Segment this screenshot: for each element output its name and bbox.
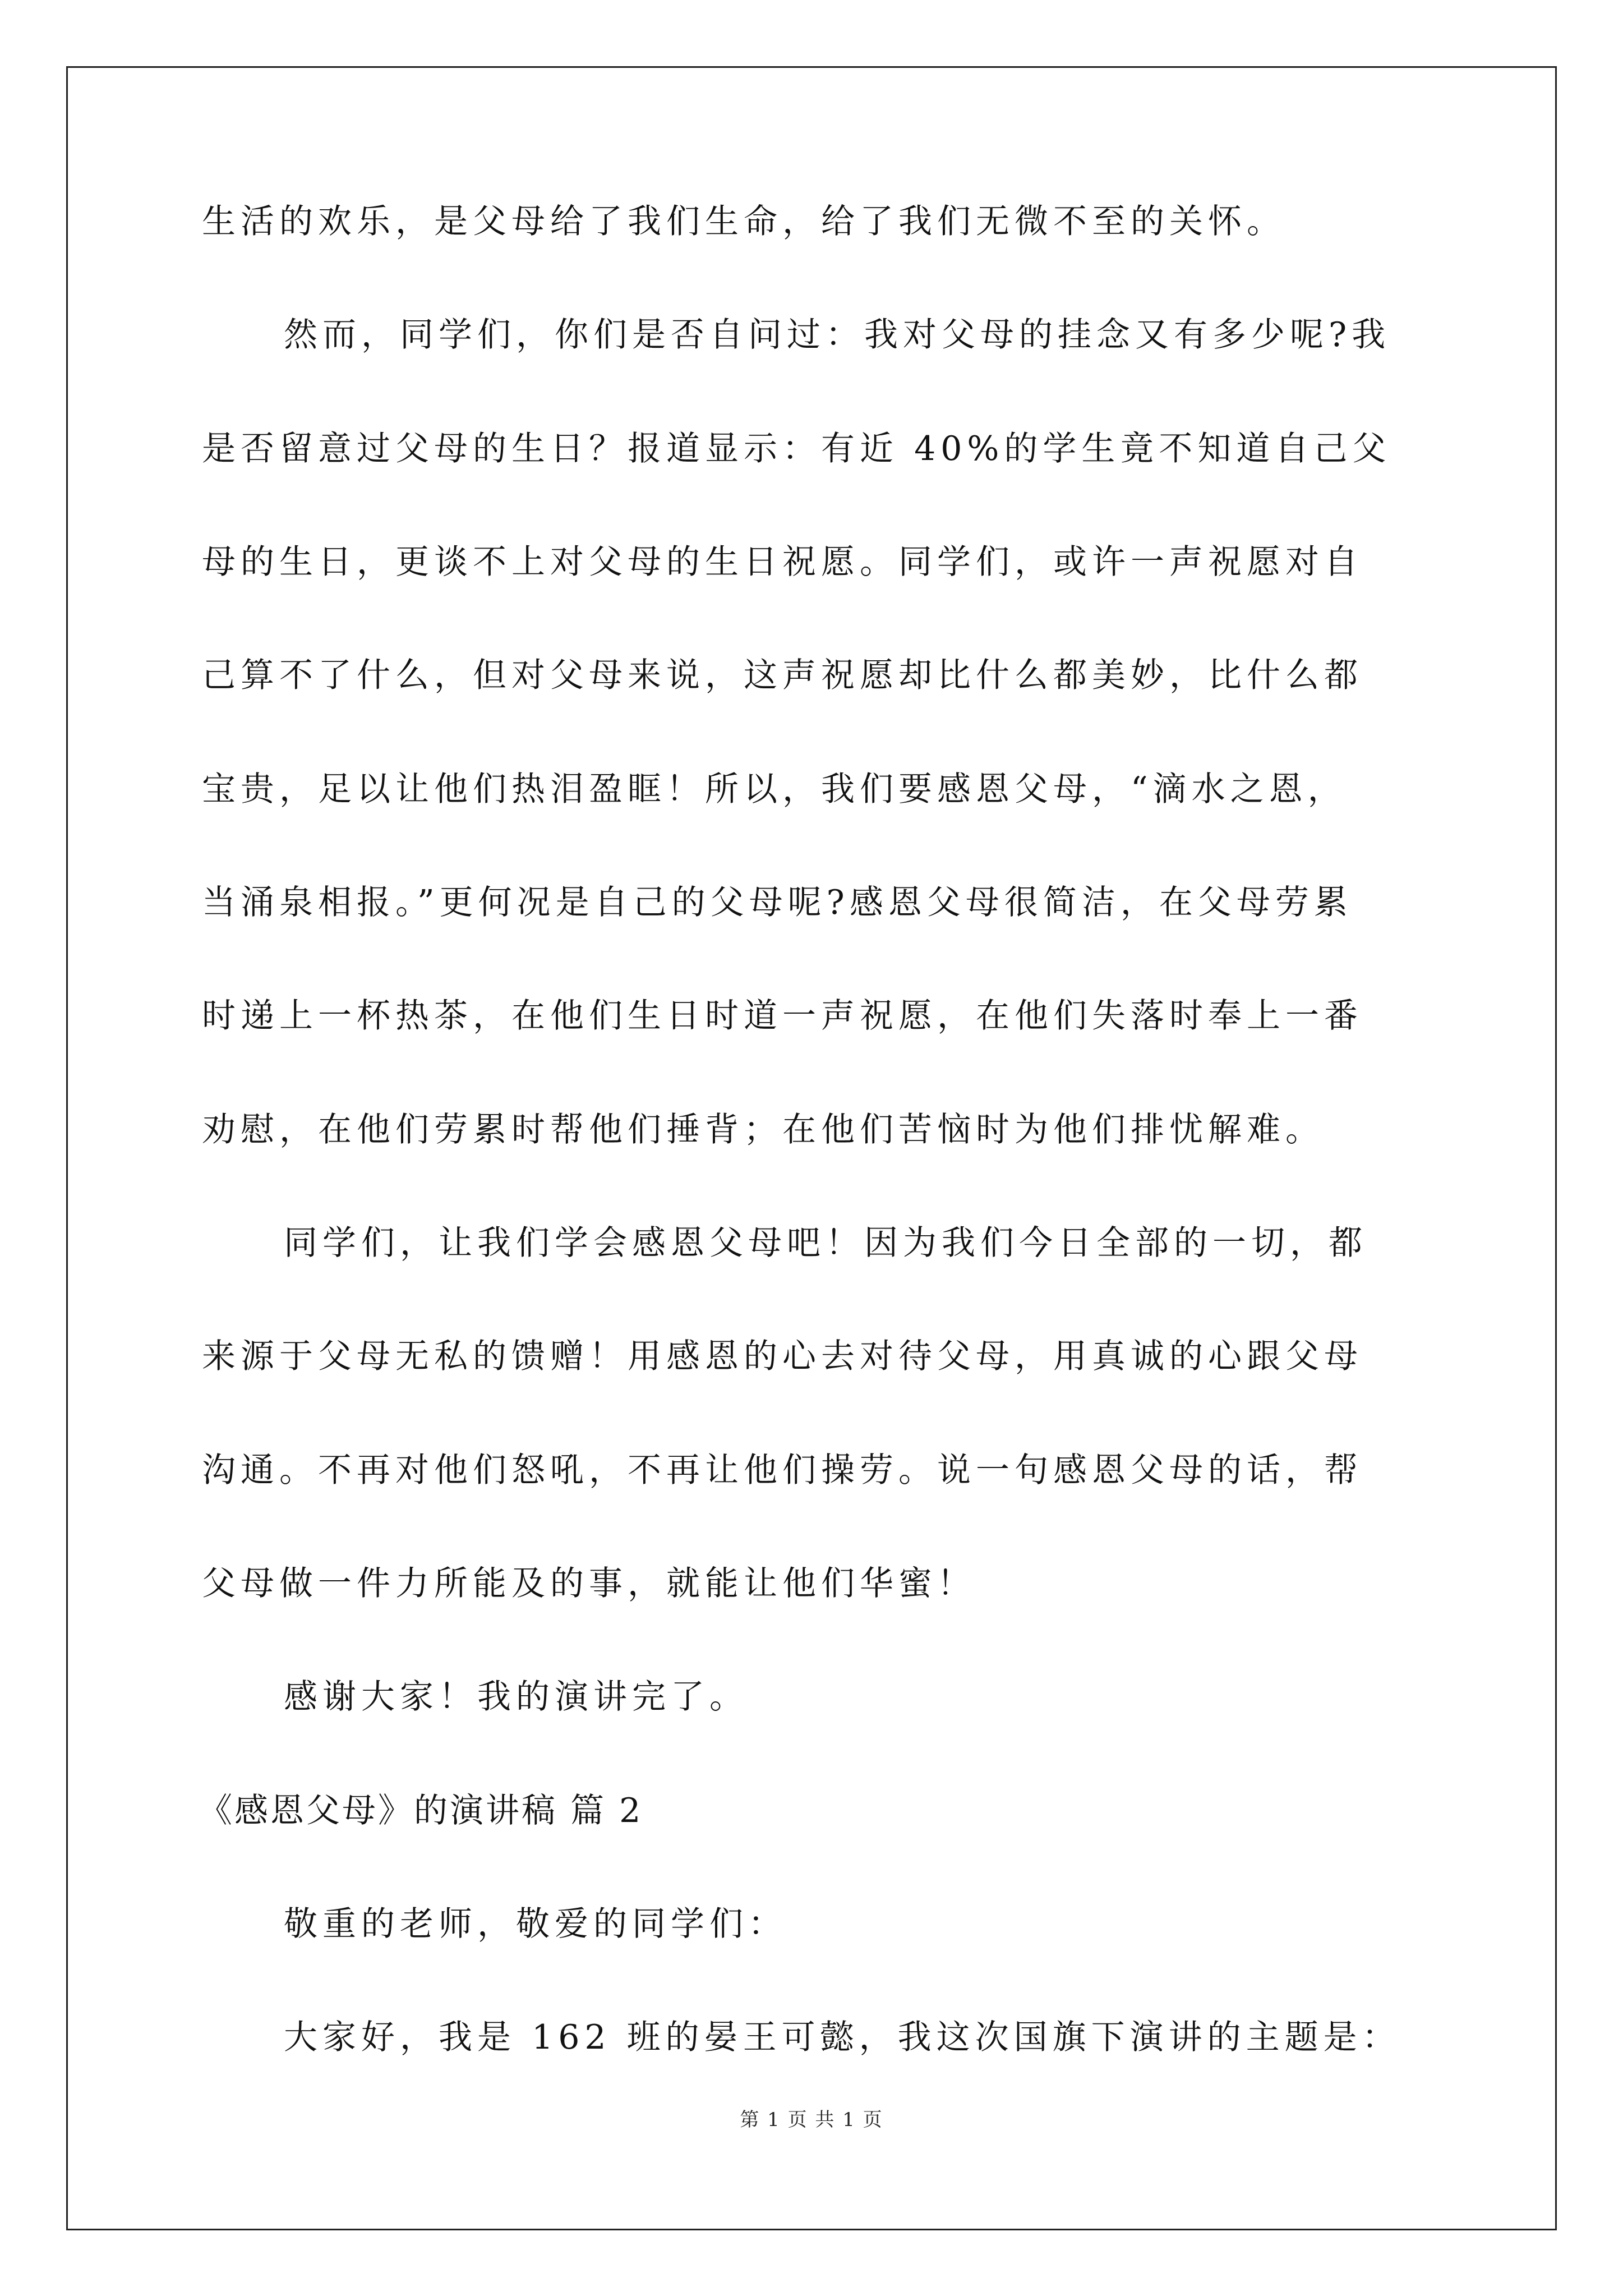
paragraph-line: 来源于父母无私的馈赠！用感恩的心去对待父母，用真诚的心跟父母: [202, 1337, 1363, 1376]
paragraph-line: 劝慰，在他们劳累时帮他们捶背；在他们苦恼时为他们排忧解难。: [202, 1110, 1324, 1149]
salutation-line: 敬重的老师，敬爱的同学们：: [284, 1904, 787, 1944]
paragraph-line: 己算不了什么，但对父母来说，这声祝愿却比什么都美妙，比什么都: [202, 656, 1363, 695]
paragraph-line: 是否留意过父母的生日？报道显示：有近 40%的学生竟不知道自己父: [202, 429, 1391, 468]
paragraph-line: 感谢大家！我的演讲完了。: [284, 1677, 748, 1717]
paragraph-line: 生活的欢乐，是父母给了我们生命，给了我们无微不至的关怀。: [202, 202, 1285, 241]
paragraph-line: 时递上一杯热茶，在他们生日时道一声祝愿，在他们失落时奉上一番: [202, 996, 1363, 1036]
paragraph-line: 当涌泉相报。”更何况是自己的父母呢?感恩父母很简洁，在父母劳累: [202, 883, 1353, 922]
paragraph-line: 大家好，我是 162 班的晏王可懿，我这次国旗下演讲的主题是：: [284, 2018, 1401, 2057]
paragraph-line: 母的生日，更谈不上对父母的生日祝愿。同学们，或许一声祝愿对自: [202, 542, 1363, 582]
paragraph-line: 沟通。不再对他们怒吼，不再让他们操劳。说一句感恩父母的话，帮: [202, 1451, 1363, 1490]
paragraph-line: 父母做一件力所能及的事，就能让他们华蜜！: [202, 1564, 976, 1603]
paragraph-line: 然而，同学们，你们是否自问过：我对父母的挂念又有多少呢?我: [284, 315, 1391, 355]
page-footer: 第 1 页 共 1 页: [740, 2109, 883, 2131]
paragraph-line: 宝贵，足以让他们热泪盈眶！所以，我们要感恩父母，“滴水之恩，: [202, 770, 1347, 809]
section-heading: 《感恩父母》的演讲稿 篇 2: [199, 1791, 643, 1830]
paragraph-line: 同学们，让我们学会感恩父母吧！因为我们今日全部的一切，都: [284, 1223, 1367, 1263]
